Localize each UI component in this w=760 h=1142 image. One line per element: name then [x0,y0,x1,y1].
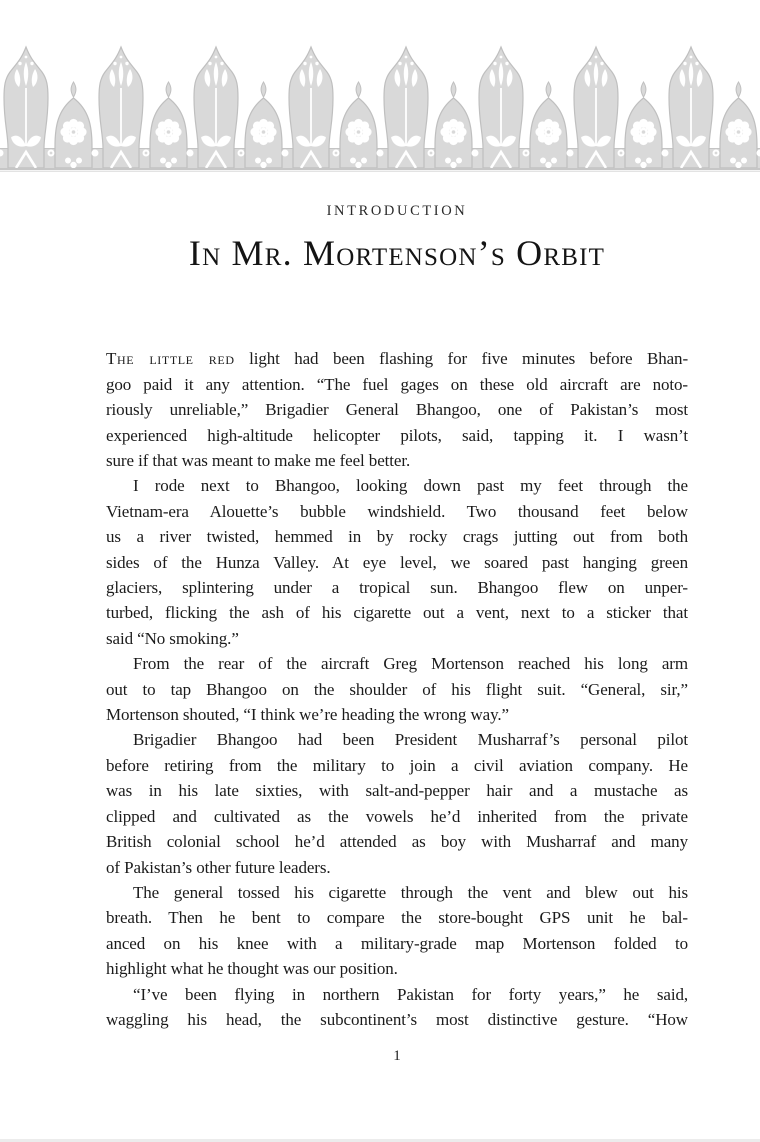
body-line: sure if that was meant to make me feel better. [106,451,411,471]
body-text [106,346,688,1032]
body-line: before retiring from the military to join a civil aviation company. He [106,755,688,775]
body-line: goo paid it any attention. “The fuel gages on these old aircraft are noto- [106,374,688,394]
paragraph [106,346,688,473]
paragraph [106,982,688,1033]
paragraph [106,727,688,879]
body-line: riously unreliable,” Brigadier General Bhangoo, one of Pakistan’s most [106,400,688,420]
body-line: I rode next to Bhangoo, looking down past my feet through the [133,476,688,496]
body-line: said “No smoking.” [106,628,239,648]
body-line: “I’ve been flying in northern Pakistan for forty years,” he said, [133,984,688,1004]
paragraph [106,473,688,651]
body-line: Mortenson shouted, “I think we’re heading the wrong way.” [106,705,509,725]
arabesque-border-graphic [0,42,760,173]
page-number: 1 [393,1048,401,1065]
body-line: experienced high-altitude helicopter pilots, said, tapping it. I wasn’t [106,425,688,445]
body-line: sides of the Hunza Valley. At eye level, we soared past hanging green [106,552,688,572]
body-line: was in his late sixties, with salt-and-pepper hair and a mustache as [106,781,688,801]
body-line: highlight what he thought was our position. [106,959,398,979]
paragraph [106,880,688,982]
body-line: anced on his knee with a military-grade map Mortenson folded to [106,933,688,953]
body-line: out to tap Bhangoo on the shoulder of his flight suit. “General, sir,” [106,679,688,699]
body-line: The little red light had been flashing for five minutes before Bhan- [106,349,688,369]
paragraph [106,651,688,727]
small-caps-lead: The little red [106,349,235,369]
body-line: of Pakistan’s other future leaders. [106,857,331,877]
text-column [106,203,688,1065]
body-line: waggling his head, the subcontinent’s most distinctive gesture. “How [106,1009,688,1029]
body-line: The general tossed his cigarette through the vent and blew out his [133,882,688,902]
section-kicker: INTRODUCTION [326,203,468,219]
body-line: us a river twisted, hemmed in by rocky crags jutting out from both [106,527,688,547]
body-line: British colonial school he’d attended as boy with Musharraf and many [106,832,688,852]
body-line: Brigadier Bhangoo had been President Musharraf’s personal pilot [133,730,688,750]
body-line: breath. Then he bent to compare the store-bought GPS unit he bal- [106,908,688,928]
body-line: turbed, flicking the ash of his cigarette out a vent, next to a sticker that [106,603,688,623]
body-line: Vietnam-era Alouette’s bubble windshield. Two thousand feet below [106,501,688,521]
body-line: glaciers, splintering under a tropical sun. Bhangoo flew on unper- [106,578,688,598]
ornamental-border [0,42,760,173]
page-title: In Mr. Mortenson’s Orbit [188,233,606,273]
body-line: clipped and cultivated as the vowels he’d inherited from the private [106,806,688,826]
body-line: From the rear of the aircraft Greg Mortenson reached his long arm [133,654,688,674]
